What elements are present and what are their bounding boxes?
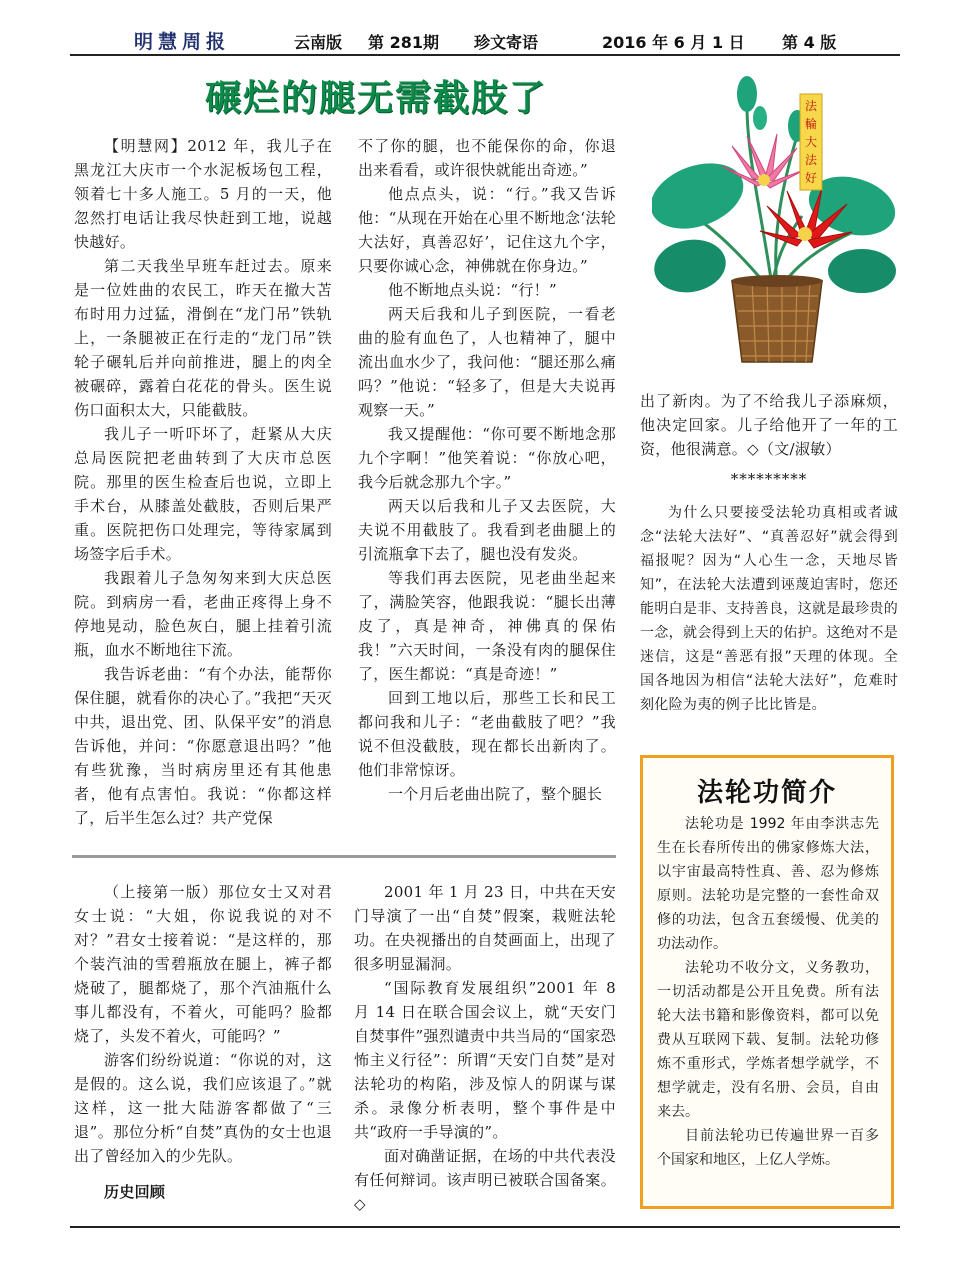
banner-char: 好 (804, 171, 818, 185)
lotus-illustration (652, 66, 898, 372)
intro-paragraph: 法轮功是 1992 年由李洪志先生在长春所传出的佛家修炼大法，以宇宙最高特性真、善、忍为修炼原则。法轮功是完整的一套性命双修的功法，包含五套缓慢、优美的功法动作。 (657, 816, 879, 952)
paragraph: 他点点头，说：“行。”我又告诉他：“从现在开始在心里不断地念‘法轮大法好，真善忍好’，记住这九个字，只要你诚心念，神佛就在你身边。” (358, 185, 616, 275)
history-heading: 历史回顾 (104, 1183, 166, 1201)
intro-paragraph: 目前法轮功已传遍世界一百多个国家和地区，上亿人学炼。 (657, 1128, 879, 1168)
lower-column-2 (354, 880, 616, 1216)
edition-label: 云南版 (294, 33, 343, 52)
footer-rule (70, 1226, 900, 1228)
intro-text (657, 812, 879, 1172)
paragraph: 两天后我和儿子到医院，一看老曲的脸有血色了，人也精神了，腿中流出血水少了，我问他：“腿还那么痛吗？”他说：“轻多了，但是大夫说再观察一天。” (358, 305, 616, 419)
article-column-3 (640, 389, 898, 717)
paragraph: 2001 年 1 月 23 日，中共在天安门导演了一出“自焚”假案，栽赃法轮功。在央视播出的自焚画面上，出现了很多明显漏洞。 (354, 883, 616, 973)
paragraph: 面对确凿证据，在场的中共代表没有任何辩词。该声明已被联合国备案。◇ (354, 1147, 616, 1213)
intro-paragraph: 法轮功不收分文，义务教功，一切活动都是公开且免费。所有法轮大法书籍和影像资料，都可以免费从互联网下载、复制。法轮功修炼不重形式，学炼者想学就学，不想学就走，没有名册、会员，自由来去。 (657, 960, 879, 1120)
paragraph: 我跟着儿子急匆匆来到大庆总医院。到病房一看，老曲正疼得上身不停地晃动，脸色灰白，腿上挂着引流瓶，血水不断地往下流。 (74, 569, 332, 659)
issue-date: 2016 年 6 月 1 日 (602, 33, 745, 52)
paragraph: 游客们纷纷说道：“你说的对，这是假的。这么说，我们应该退了。”就这样，这一批大陆游客都做了“三退”。那位分析“自焚”真伪的女士也退出了曾经加入的少先队。 (74, 1051, 332, 1165)
section-divider (72, 855, 616, 858)
article-title: 碾烂的腿无需截肢了 (204, 77, 547, 119)
separator-stars: ********* (730, 470, 808, 488)
why-paragraph: 为什么只要接受法轮功真相或者诚念“法轮大法好”、“真善忍好”就会得到福报呢？因为“人心生一念，天地尽皆知”，在法轮大法遭到诬蔑迫害时，您还能明白是非、支持善良，这就是最珍贵的一念，就会得到上天的佑护。这绝对不是迷信，这是“善恶有报”天理的体现。全国各地因为相信“法轮大法好”，危难时刻化险为夷的例子比比皆是。 (640, 505, 898, 713)
paragraph: 【明慧网】2012 年，我儿子在黑龙江大庆市一个水泥板场包工程，领着七十多人施工。5 月的一天，他忽然打电话让我尽快赶到工地，说越快越好。 (74, 137, 332, 251)
header-rule (70, 54, 900, 56)
lotus-basket-image (652, 66, 898, 372)
paragraph: 第二天我坐早班车赶过去。原来是一位姓曲的农民工，昨天在撤大苫布时用力过猛，滑倒在“龙门吊”铁轨上，一条腿被正在行走的“龙门吊”铁轮子碾轧后并向前推进，腿上的肉全被碾碎，露着白花花的骨头。医生说伤口面积太大，只能截肢。 (74, 257, 332, 419)
page-header (70, 26, 900, 54)
paragraph: 他不断地点头说：“行！” (388, 281, 557, 299)
article-column-2 (358, 134, 616, 806)
banner-char: 大 (804, 135, 818, 149)
paragraph: 两天以后我和儿子又去医院，大夫说不用截肢了。我看到老曲腿上的引流瓶拿下去了，腿也没有发炎。 (358, 497, 616, 563)
banner-char: 輪 (804, 117, 818, 131)
banner-char: 法 (804, 99, 818, 113)
paragraph: 不了你的腿，也不能保你的命，你退出来看看，或许很快就能出奇迹。” (358, 137, 616, 179)
banner-char: 法 (804, 153, 818, 167)
paragraph: 我告诉老曲：“有个办法，能帮你保住腿，就看你的决心了。”我把“天灭中共，退出党、团、队保平安”的消息告诉他，并问：“你愿意退出吗？”他有些犹豫，当时病房里还有其他患者，他有点害怕。我说：“你都这样了，后半生怎么过？共产党保 (74, 665, 332, 827)
paragraph: 等我们再去医院，见老曲坐起来了，满脸笑容，他跟我说：“腿长出薄皮了，真是神奇，神佛真的保佑我！”六天时间，一条没有肉的腿保住了，医生都说：“真是奇迹！” (358, 569, 616, 683)
section-name: 珍文寄语 (474, 33, 539, 52)
paragraph: 我儿子一听吓坏了，赶紧从大庆总局医院把老曲转到了大庆市总医院。那里的医生检查后也说，立即上手术台，从膝盖处截肢，否则后果严重。医院把伤口处理完，等待家属到场签字后手术。 (74, 425, 332, 563)
paragraph: 出了新肉。为了不给我儿子添麻烦，他决定回家。儿子给他开了一年的工资，他很满意。◇（文/淑敏） (640, 392, 898, 458)
paragraph: 回到工地以后，那些工长和民工都问我和儿子：“老曲截肢了吧？”我说不但没截肢，现在都长出新肉了。他们非常惊讶。 (358, 689, 616, 779)
lower-column-1 (74, 880, 332, 1204)
newspaper-name: 明慧周报 (134, 31, 231, 53)
paragraph: 一个月后老曲出院了，整个腿长 (388, 785, 603, 803)
paragraph: （上接第一版）那位女士又对君女士说：“大姐，你说我说的对不对？”君女士接着说：“是这样的，那个装汽油的雪碧瓶放在腿上，裤子都烧破了，腿都烧了，那个汽油瓶什么事儿都没有，不着火，可能吗？脸都烧了，头发不着火，可能吗？” (74, 883, 332, 1045)
paragraph: 我又提醒他：“你可要不断地念那九个字啊！”他笑着说：“你放心吧，我今后就念那九个字。” (358, 425, 616, 491)
article-column-1 (74, 134, 332, 830)
intro-title: 法轮功简介 (696, 778, 837, 808)
issue-number: 第 281期 (368, 33, 439, 52)
page-number: 第 4 版 (782, 33, 837, 52)
intro-box (640, 755, 894, 1209)
paragraph: “国际教育发展组织”2001 年 8 月 14 日在联合国会议上，就“天安门自焚事件”强烈谴责中共当局的“国家恐怖主义行径”：所谓“天安门自焚”是对法轮功的构陷，涉及惊人的阴谋与谋杀。录像分析表明，整个事件是中共“政府一手导演的”。 (354, 979, 616, 1141)
